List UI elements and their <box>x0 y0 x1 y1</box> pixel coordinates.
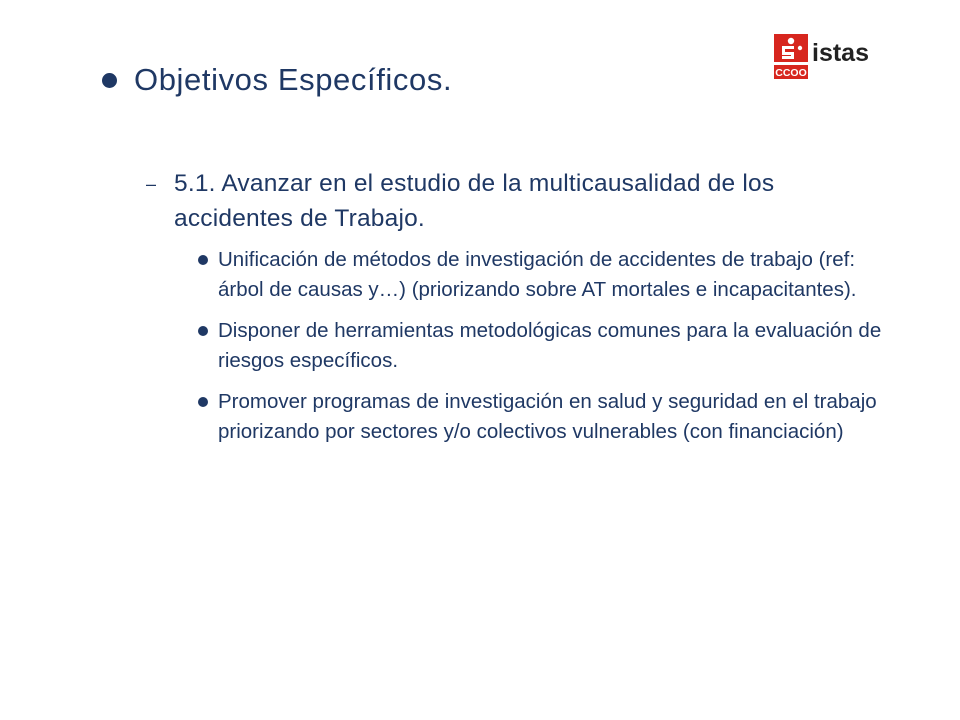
title-row <box>102 56 452 104</box>
dash-marker: – <box>146 174 157 194</box>
list-item-text: Unificación de métodos de investigación de accidentes de trabajo (ref: árbol de causas y…) (priorizando sobre AT mortales e incapacitantes). <box>218 248 857 301</box>
objectives-list <box>198 245 898 458</box>
bullet-icon <box>198 387 218 417</box>
bullet-icon <box>198 316 218 346</box>
bullet-icon <box>198 245 218 275</box>
list-item <box>198 387 898 447</box>
list-item <box>198 245 898 305</box>
logo-sub-text: CCOO <box>775 67 807 79</box>
section-heading <box>146 166 886 236</box>
slide-title: Objetivos Específicos. <box>134 62 453 97</box>
list-item-text: Promover programas de investigación en salud y seguridad en el trabajo priorizando por sectores y/o colectivos vulnerables (con financiación) <box>218 390 877 443</box>
title-bullet-icon <box>102 73 117 88</box>
section-heading-text: 5.1. Avanzar en el estudio de la multicausalidad de los accidentes de Trabajo. <box>174 170 775 232</box>
logo-wordmark: istas <box>812 39 869 67</box>
list-item-text: Disponer de herramientas metodológicas comunes para la evaluación de riesgos específicos. <box>218 319 882 372</box>
list-item <box>198 316 898 376</box>
istas-ccoo-logo <box>772 32 876 92</box>
